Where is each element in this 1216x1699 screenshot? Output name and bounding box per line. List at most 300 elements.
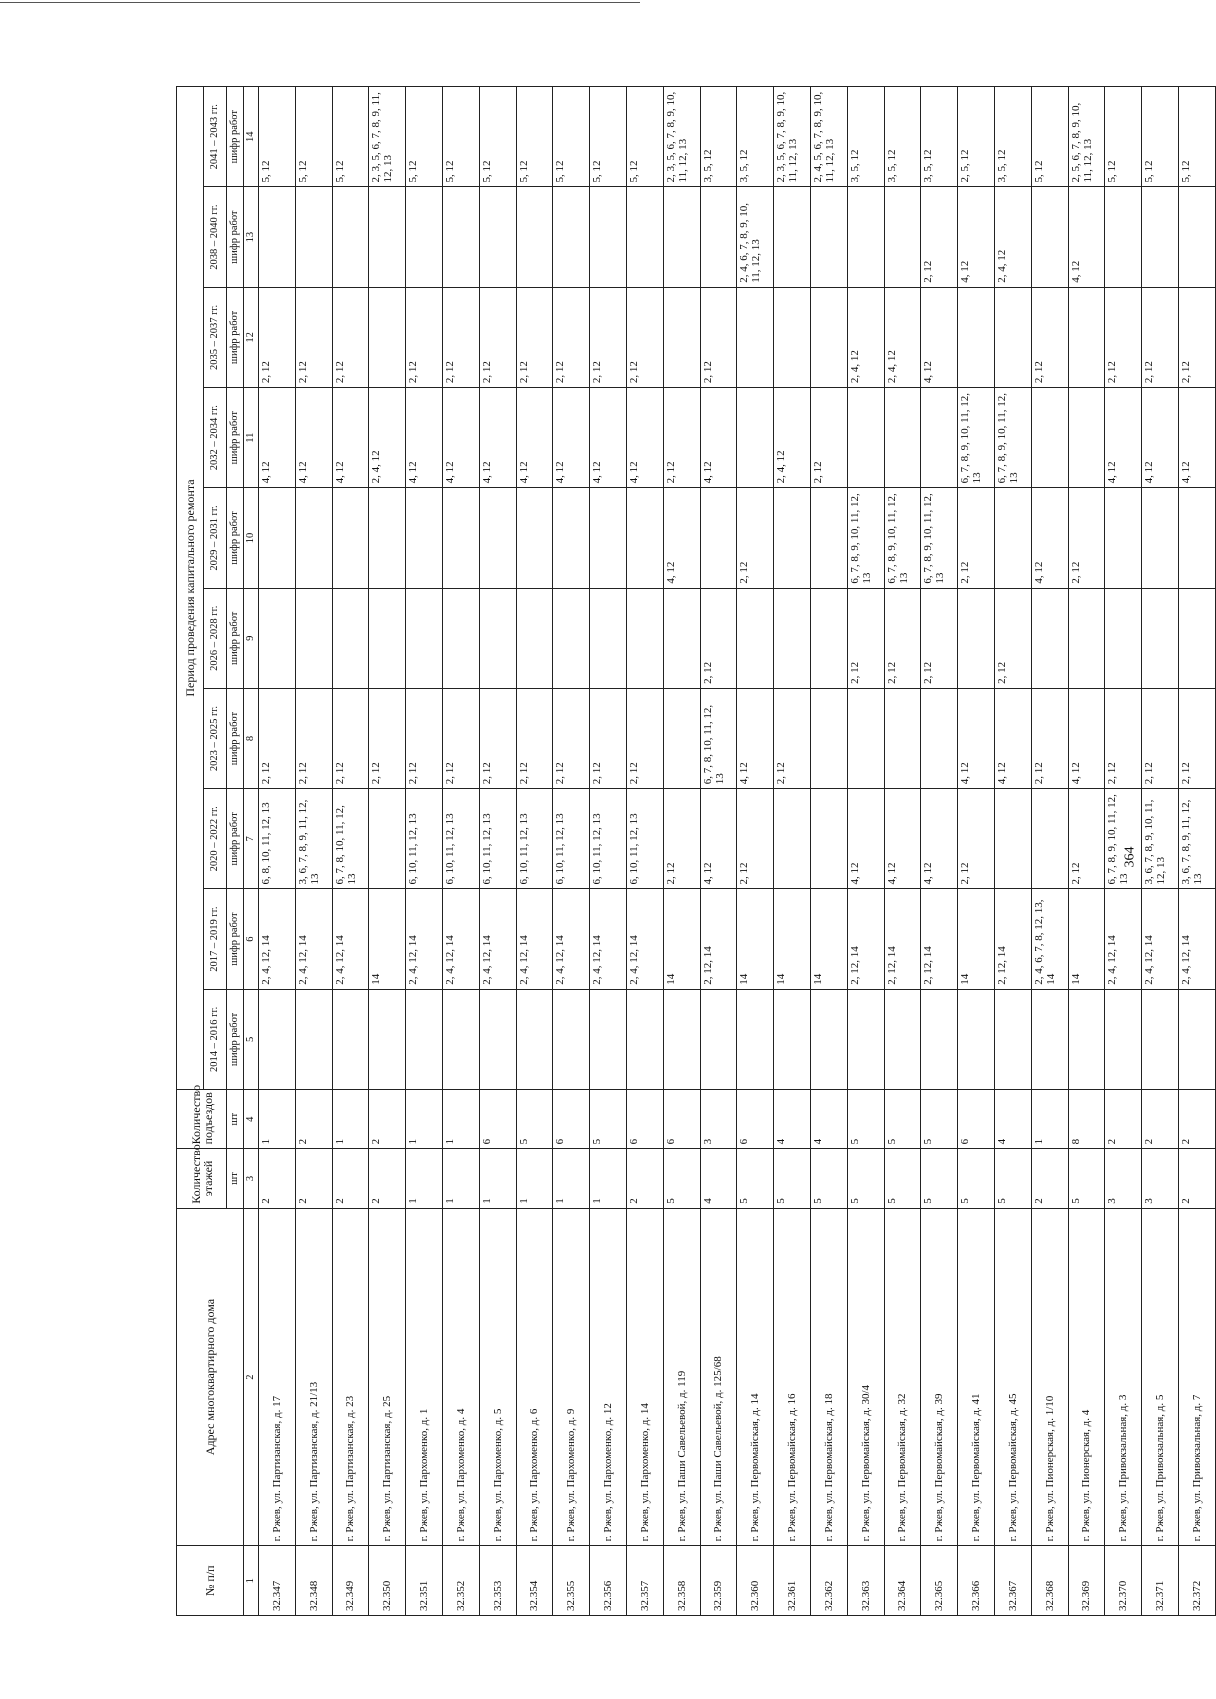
floors-count: 1	[590, 1149, 627, 1208]
header-floors-unit: шт	[227, 1149, 244, 1208]
work-codes-period-7: 4, 12	[553, 388, 590, 488]
work-codes-period-8	[737, 287, 774, 387]
work-codes-period-5	[442, 588, 479, 688]
floors-count: 2	[369, 1149, 406, 1208]
table-row	[1105, 87, 1142, 1616]
work-codes-period-2: 14	[1068, 889, 1105, 989]
header-period-1: 2014 – 2016 гг.	[204, 989, 227, 1089]
header-period-8: 2035 – 2037 гг.	[204, 287, 227, 387]
work-codes-period-2: 2, 4, 12, 14	[259, 889, 296, 989]
column-number-14: 14	[244, 87, 259, 188]
work-codes-period-5	[332, 588, 369, 688]
work-codes-period-4	[810, 688, 847, 788]
work-codes-period-10: 5, 12	[442, 87, 479, 188]
floors-count: 5	[737, 1149, 774, 1208]
work-codes-period-10: 3, 5, 12	[737, 87, 774, 188]
work-codes-period-3: 6, 10, 11, 12, 13	[516, 789, 553, 889]
work-codes-period-5	[1105, 588, 1142, 688]
work-codes-period-8: 2, 12	[259, 287, 296, 387]
work-codes-period-3: 6, 10, 11, 12, 13	[406, 789, 443, 889]
house-address: г. Ржев, ул. Привокзальная, д. 5	[1142, 1208, 1179, 1546]
work-codes-period-1	[994, 989, 1031, 1089]
table-row	[295, 87, 332, 1616]
work-codes-period-10: 5, 12	[1105, 87, 1142, 188]
work-codes-period-3: 4, 12	[884, 789, 921, 889]
header-code-6: шифр работ	[227, 488, 244, 588]
table-row	[442, 87, 479, 1616]
entrances-count: 2	[295, 1090, 332, 1149]
floors-count: 5	[1068, 1149, 1105, 1208]
row-number: 32.359	[700, 1546, 737, 1616]
floors-count: 2	[1178, 1149, 1215, 1208]
work-codes-period-2: 2, 12, 14	[921, 889, 958, 989]
work-codes-period-5	[1068, 588, 1105, 688]
work-codes-period-8	[1068, 287, 1105, 387]
work-codes-period-3: 3, 6, 7, 8, 9, 11, 12, 13	[295, 789, 332, 889]
column-number-13: 13	[244, 187, 259, 287]
house-address: г. Ржев, ул. Первомайская, д. 14	[737, 1208, 774, 1546]
table-row	[369, 87, 406, 1616]
entrances-count: 1	[332, 1090, 369, 1149]
column-number-4: 4	[244, 1090, 259, 1149]
work-codes-period-7	[847, 388, 884, 488]
work-codes-period-9: 2, 4, 12	[994, 187, 1031, 287]
floors-count: 2	[259, 1149, 296, 1208]
column-number-3: 3	[244, 1149, 259, 1208]
work-codes-period-8: 4, 12	[921, 287, 958, 387]
row-number: 32.368	[1031, 1546, 1068, 1616]
work-codes-period-3: 2, 12	[737, 789, 774, 889]
row-number: 32.361	[774, 1546, 811, 1616]
work-codes-period-9	[553, 187, 590, 287]
work-codes-period-9	[259, 187, 296, 287]
work-codes-period-9	[626, 187, 663, 287]
work-codes-period-2: 2, 12, 14	[847, 889, 884, 989]
work-codes-period-1	[406, 989, 443, 1089]
work-codes-period-5	[737, 588, 774, 688]
row-number: 32.371	[1142, 1546, 1179, 1616]
work-codes-period-4: 2, 12	[553, 688, 590, 788]
header-period-9: 2038 – 2040 гг.	[204, 187, 227, 287]
table-row	[663, 87, 700, 1616]
work-codes-period-4: 2, 12	[1178, 688, 1215, 788]
header-code-3: шифр работ	[227, 789, 244, 889]
work-codes-period-3: 6, 10, 11, 12, 13	[479, 789, 516, 889]
house-address: г. Ржев, ул. Пархоменко, д. 12	[590, 1208, 627, 1546]
work-codes-period-1	[1105, 989, 1142, 1089]
table-row	[921, 87, 958, 1616]
header-code-9: шифр работ	[227, 187, 244, 287]
work-codes-period-10: 5, 12	[479, 87, 516, 188]
work-codes-period-8: 2, 12	[479, 287, 516, 387]
entrances-count: 5	[516, 1090, 553, 1149]
work-codes-period-6	[1178, 488, 1215, 588]
work-codes-period-2: 2, 4, 12, 14	[590, 889, 627, 989]
work-codes-period-5	[1178, 588, 1215, 688]
table-row	[884, 87, 921, 1616]
work-codes-period-6: 6, 7, 8, 9, 10, 11, 12, 13	[884, 488, 921, 588]
column-number-1: 1	[244, 1546, 259, 1616]
work-codes-period-6	[553, 488, 590, 588]
header-entrances: Количество подъездов	[177, 1090, 227, 1149]
house-address: г. Ржев, ул. Пархоменко, д. 9	[553, 1208, 590, 1546]
floors-count: 5	[994, 1149, 1031, 1208]
work-codes-period-1	[332, 989, 369, 1089]
work-codes-period-8: 2, 12	[295, 287, 332, 387]
row-number: 32.364	[884, 1546, 921, 1616]
work-codes-period-6	[479, 488, 516, 588]
row-number: 32.358	[663, 1546, 700, 1616]
work-codes-period-8	[810, 287, 847, 387]
entrances-count: 6	[958, 1090, 995, 1149]
work-codes-period-10: 3, 5, 12	[921, 87, 958, 188]
work-codes-period-9	[332, 187, 369, 287]
floors-count: 5	[663, 1149, 700, 1208]
house-address: г. Ржев, ул. Первомайская, д. 32	[884, 1208, 921, 1546]
house-address: г. Ржев, ул. Первомайская, д. 41	[958, 1208, 995, 1546]
work-codes-period-4: 2, 12	[259, 688, 296, 788]
floors-count: 1	[553, 1149, 590, 1208]
column-number-2: 2	[244, 1208, 259, 1546]
work-codes-period-1	[259, 989, 296, 1089]
work-codes-period-4: 4, 12	[958, 688, 995, 788]
work-codes-period-10: 3, 5, 12	[700, 87, 737, 188]
work-codes-period-7: 2, 4, 12	[774, 388, 811, 488]
floors-count: 5	[847, 1149, 884, 1208]
work-codes-period-6	[590, 488, 627, 588]
header-address: Адрес многоквартирного дома	[177, 1208, 244, 1546]
work-codes-period-4: 2, 12	[516, 688, 553, 788]
work-codes-period-6: 6, 7, 8, 9, 10, 11, 12, 13	[847, 488, 884, 588]
work-codes-period-8: 2, 12	[442, 287, 479, 387]
floors-count: 1	[516, 1149, 553, 1208]
work-codes-period-9	[295, 187, 332, 287]
work-codes-period-4: 2, 12	[1031, 688, 1068, 788]
work-codes-period-7: 6, 7, 8, 9, 10, 11, 12, 13	[958, 388, 995, 488]
floors-count: 2	[295, 1149, 332, 1208]
row-number: 32.354	[516, 1546, 553, 1616]
header-period-3: 2020 – 2022 гг.	[204, 789, 227, 889]
work-codes-period-9	[479, 187, 516, 287]
work-codes-period-9	[1142, 187, 1179, 287]
work-codes-period-2: 2, 4, 12, 14	[626, 889, 663, 989]
work-codes-period-6	[810, 488, 847, 588]
entrances-count: 1	[406, 1090, 443, 1149]
work-codes-period-4: 6, 7, 8, 10, 11, 12, 13	[700, 688, 737, 788]
floors-count: 5	[884, 1149, 921, 1208]
work-codes-period-5	[958, 588, 995, 688]
work-codes-period-5	[516, 588, 553, 688]
work-codes-period-2: 2, 4, 12, 14	[1142, 889, 1179, 989]
table-row	[1142, 87, 1179, 1616]
work-codes-period-8	[994, 287, 1031, 387]
work-codes-period-5	[626, 588, 663, 688]
row-number: 32.353	[479, 1546, 516, 1616]
work-codes-period-5	[259, 588, 296, 688]
header-period-6: 2029 – 2031 гг.	[204, 488, 227, 588]
house-address: г. Ржев, ул. Паши Савельевой, д. 119	[663, 1208, 700, 1546]
entrances-count: 3	[700, 1090, 737, 1149]
work-codes-period-2: 2, 4, 12, 14	[553, 889, 590, 989]
work-codes-period-10: 5, 12	[516, 87, 553, 188]
work-codes-period-10: 2, 3, 5, 6, 7, 8, 9, 11, 12, 13	[369, 87, 406, 188]
floors-count: 3	[1142, 1149, 1179, 1208]
work-codes-period-7	[1031, 388, 1068, 488]
work-codes-period-7: 2, 4, 12	[369, 388, 406, 488]
house-address: г. Ржев, ул. Пархоменко, д. 4	[442, 1208, 479, 1546]
work-codes-period-9: 2, 4, 6, 7, 8, 9, 10, 11, 12, 13	[737, 187, 774, 287]
work-codes-period-1	[700, 989, 737, 1089]
floors-count: 3	[1105, 1149, 1142, 1208]
work-codes-period-2: 14	[737, 889, 774, 989]
work-codes-period-8: 2, 12	[1031, 287, 1068, 387]
floors-count: 2	[332, 1149, 369, 1208]
work-codes-period-4: 2, 12	[1105, 688, 1142, 788]
column-number-10: 10	[244, 488, 259, 588]
work-codes-period-9	[590, 187, 627, 287]
work-codes-period-3	[1031, 789, 1068, 889]
work-codes-period-3: 6, 10, 11, 12, 13	[553, 789, 590, 889]
entrances-count: 6	[553, 1090, 590, 1149]
entrances-count: 4	[994, 1090, 1031, 1149]
work-codes-period-2: 2, 4, 12, 14	[1105, 889, 1142, 989]
work-codes-period-1	[1178, 989, 1215, 1089]
work-codes-period-1	[590, 989, 627, 1089]
work-codes-period-7: 4, 12	[626, 388, 663, 488]
work-codes-period-10: 5, 12	[1031, 87, 1068, 188]
work-codes-period-8: 2, 12	[1178, 287, 1215, 387]
table-row	[1178, 87, 1215, 1616]
work-codes-period-5	[369, 588, 406, 688]
work-codes-period-5	[295, 588, 332, 688]
work-codes-period-3: 3, 6, 7, 8, 9, 10, 11, 12, 13	[1142, 789, 1179, 889]
work-codes-period-4	[847, 688, 884, 788]
work-codes-period-10: 2, 5, 6, 7, 8, 9, 10, 11, 12, 13	[1068, 87, 1105, 188]
work-codes-period-9: 4, 12	[1068, 187, 1105, 287]
work-codes-period-7	[921, 388, 958, 488]
row-number: 32.367	[994, 1546, 1031, 1616]
table-row	[1031, 87, 1068, 1616]
work-codes-period-2: 2, 4, 6, 7, 8, 12, 13, 14	[1031, 889, 1068, 989]
work-codes-period-6	[1142, 488, 1179, 588]
work-codes-period-6	[994, 488, 1031, 588]
work-codes-period-1	[958, 989, 995, 1089]
work-codes-period-6	[295, 488, 332, 588]
work-codes-period-7: 4, 12	[1142, 388, 1179, 488]
work-codes-period-5: 2, 12	[884, 588, 921, 688]
table-row	[737, 87, 774, 1616]
table-row	[259, 87, 296, 1616]
floors-count: 5	[921, 1149, 958, 1208]
house-address: г. Ржев, ул. Первомайская, д. 16	[774, 1208, 811, 1546]
work-codes-period-1	[847, 989, 884, 1089]
work-codes-period-3: 2, 12	[1068, 789, 1105, 889]
work-codes-period-1	[1142, 989, 1179, 1089]
work-codes-period-5	[1142, 588, 1179, 688]
work-codes-period-10: 5, 12	[553, 87, 590, 188]
house-address: г. Ржев, ул. Партизанская, д. 21/13	[295, 1208, 332, 1546]
entrances-count: 8	[1068, 1090, 1105, 1149]
house-address: г. Ржев, ул. Партизанская, д. 23	[332, 1208, 369, 1546]
entrances-count: 4	[810, 1090, 847, 1149]
work-codes-period-7: 4, 12	[516, 388, 553, 488]
work-codes-period-7: 4, 12	[259, 388, 296, 488]
header-code-8: шифр работ	[227, 287, 244, 387]
table-row	[626, 87, 663, 1616]
work-codes-period-3: 6, 8, 10, 11, 12, 13	[259, 789, 296, 889]
row-number: 32.360	[737, 1546, 774, 1616]
work-codes-period-8: 2, 12	[553, 287, 590, 387]
work-codes-period-10: 2, 5, 12	[958, 87, 995, 188]
table-header	[177, 87, 259, 1616]
work-codes-period-2: 2, 4, 12, 14	[295, 889, 332, 989]
work-codes-period-8: 2, 12	[626, 287, 663, 387]
work-codes-period-8: 2, 12	[406, 287, 443, 387]
work-codes-period-6	[700, 488, 737, 588]
work-codes-period-3: 4, 12	[700, 789, 737, 889]
work-codes-period-8	[369, 287, 406, 387]
work-codes-period-2: 2, 4, 12, 14	[442, 889, 479, 989]
header-code-1: шифр работ	[227, 989, 244, 1089]
house-address: г. Ржев, ул. Партизанская, д. 17	[259, 1208, 296, 1546]
work-codes-period-1	[626, 989, 663, 1089]
work-codes-period-1	[553, 989, 590, 1089]
work-codes-period-5: 2, 12	[994, 588, 1031, 688]
work-codes-period-8: 2, 4, 12	[884, 287, 921, 387]
header-code-4: шифр работ	[227, 688, 244, 788]
work-codes-period-10: 3, 5, 12	[847, 87, 884, 188]
work-codes-period-7: 6, 7, 8, 9, 10, 11, 12, 13	[994, 388, 1031, 488]
row-number: 32.362	[810, 1546, 847, 1616]
work-codes-period-6	[516, 488, 553, 588]
work-codes-period-9: 4, 12	[958, 187, 995, 287]
header-entrances-unit: шт	[227, 1090, 244, 1149]
entrances-count: 5	[847, 1090, 884, 1149]
work-codes-period-9	[884, 187, 921, 287]
work-codes-period-3	[369, 789, 406, 889]
floors-count: 2	[626, 1149, 663, 1208]
work-codes-period-1	[369, 989, 406, 1089]
work-codes-period-9	[406, 187, 443, 287]
work-codes-period-3: 4, 12	[921, 789, 958, 889]
work-codes-period-1	[810, 989, 847, 1089]
work-codes-period-9	[663, 187, 700, 287]
row-number: 32.365	[921, 1546, 958, 1616]
work-codes-period-4: 4, 12	[994, 688, 1031, 788]
header-code-10: шифр работ	[227, 87, 244, 188]
column-number-7: 7	[244, 789, 259, 889]
work-codes-period-4: 2, 12	[774, 688, 811, 788]
work-codes-period-1	[442, 989, 479, 1089]
table-row	[516, 87, 553, 1616]
work-codes-period-9	[516, 187, 553, 287]
work-codes-period-4	[663, 688, 700, 788]
work-codes-period-4: 2, 12	[369, 688, 406, 788]
work-codes-period-4	[921, 688, 958, 788]
work-codes-period-6: 2, 12	[737, 488, 774, 588]
work-codes-period-4: 4, 12	[1068, 688, 1105, 788]
work-codes-period-7: 2, 12	[663, 388, 700, 488]
work-codes-period-4: 4, 12	[737, 688, 774, 788]
entrances-count: 4	[774, 1090, 811, 1149]
work-codes-period-2: 2, 4, 12, 14	[406, 889, 443, 989]
column-number-8: 8	[244, 688, 259, 788]
work-codes-period-1	[516, 989, 553, 1089]
work-codes-period-8: 2, 4, 12	[847, 287, 884, 387]
house-address: г. Ржев, ул. Пархоменко, д. 14	[626, 1208, 663, 1546]
work-codes-period-10: 5, 12	[295, 87, 332, 188]
work-codes-period-7: 4, 12	[1105, 388, 1142, 488]
work-codes-period-3: 2, 12	[663, 789, 700, 889]
work-codes-period-10: 3, 5, 12	[994, 87, 1031, 188]
work-codes-period-9	[774, 187, 811, 287]
work-codes-period-5	[1031, 588, 1068, 688]
row-number: 32.372	[1178, 1546, 1215, 1616]
row-number: 32.347	[259, 1546, 296, 1616]
row-number: 32.370	[1105, 1546, 1142, 1616]
work-codes-period-7: 4, 12	[406, 388, 443, 488]
header-code-2: шифр работ	[227, 889, 244, 989]
work-codes-period-6	[332, 488, 369, 588]
row-number: 32.366	[958, 1546, 995, 1616]
floors-count: 5	[774, 1149, 811, 1208]
work-codes-period-4: 2, 12	[1142, 688, 1179, 788]
header-period-10: 2041 – 2043 гг.	[204, 87, 227, 188]
table-row	[958, 87, 995, 1616]
header-floors: Количество этажей	[177, 1149, 227, 1208]
work-codes-period-3: 6, 10, 11, 12, 13	[442, 789, 479, 889]
floors-count: 5	[958, 1149, 995, 1208]
work-codes-period-2: 2, 12, 14	[700, 889, 737, 989]
work-codes-period-8: 2, 12	[700, 287, 737, 387]
column-number-11: 11	[244, 388, 259, 488]
entrances-count: 1	[1031, 1090, 1068, 1149]
work-codes-period-1	[774, 989, 811, 1089]
work-codes-period-3: 3, 6, 7, 8, 9, 11, 12, 13	[1178, 789, 1215, 889]
floors-count: 5	[810, 1149, 847, 1208]
work-codes-period-3: 4, 12	[847, 789, 884, 889]
work-codes-period-2: 2, 4, 12, 14	[479, 889, 516, 989]
work-codes-period-5	[774, 588, 811, 688]
work-codes-period-5	[479, 588, 516, 688]
column-number-12: 12	[244, 287, 259, 387]
work-codes-period-6: 2, 12	[1068, 488, 1105, 588]
work-codes-period-7: 4, 12	[1178, 388, 1215, 488]
work-codes-period-8: 2, 12	[1142, 287, 1179, 387]
table-row	[994, 87, 1031, 1616]
house-address: г. Ржев, ул. Первомайская, д. 45	[994, 1208, 1031, 1546]
work-codes-period-1	[737, 989, 774, 1089]
work-codes-period-6	[259, 488, 296, 588]
work-codes-period-5	[810, 588, 847, 688]
table-row	[700, 87, 737, 1616]
work-codes-period-10: 5, 12	[1142, 87, 1179, 188]
work-codes-period-8: 2, 12	[1105, 287, 1142, 387]
house-address: г. Ржев, ул. Паши Савельевой, д. 125/68	[700, 1208, 737, 1546]
top-rule	[0, 2, 640, 3]
work-codes-period-7: 4, 12	[479, 388, 516, 488]
work-codes-period-8: 2, 12	[516, 287, 553, 387]
row-number: 32.351	[406, 1546, 443, 1616]
table-row	[590, 87, 627, 1616]
work-codes-period-3: 2, 12	[958, 789, 995, 889]
work-codes-period-2: 14	[958, 889, 995, 989]
row-number: 32.363	[847, 1546, 884, 1616]
entrances-count: 2	[1178, 1090, 1215, 1149]
work-codes-period-6	[626, 488, 663, 588]
header-code-5: шифр работ	[227, 588, 244, 688]
house-address: г. Ржев, ул. Пархоменко, д. 5	[479, 1208, 516, 1546]
